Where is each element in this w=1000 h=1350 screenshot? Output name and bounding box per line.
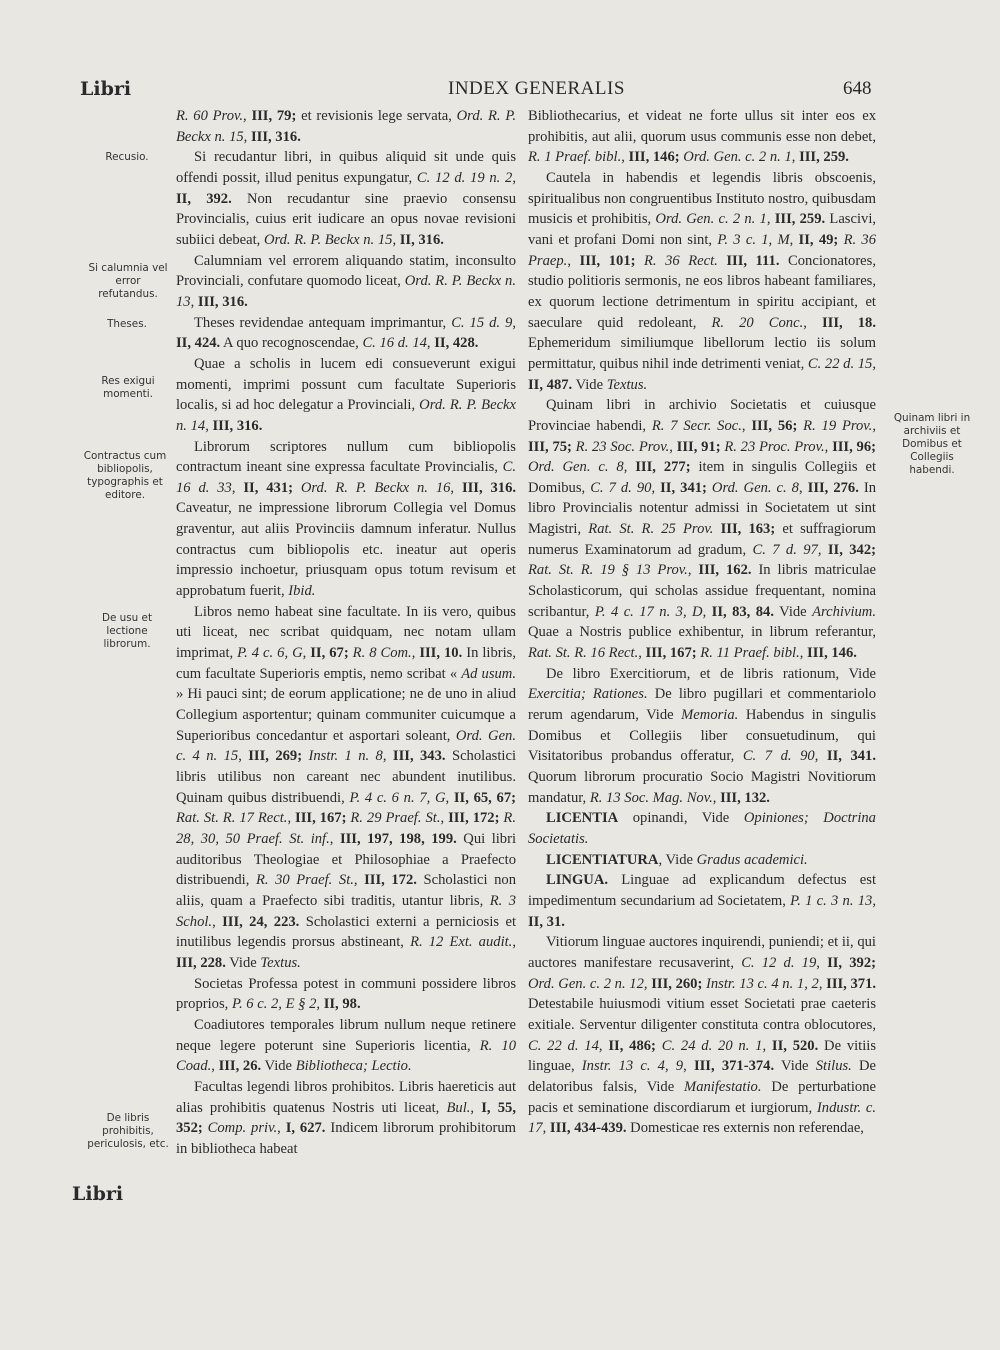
margin-note-recusio: Recusio. (105, 151, 149, 163)
margin-note-prohibitis: De libris prohibitis, periculosis, etc. (87, 1112, 169, 1150)
margin-note-quinam: Quinam libri in archiviis et Domibus et Collegiis habendi. (893, 412, 971, 476)
margin-note-de-usu: De usu et lectione librorum. (101, 612, 153, 650)
text-column-right: Bibliothecarius, et videat ne forte ullus sit inter eos ex prohibitis, aut alii, quorum usus communis esse non debet, R. 1 Praef. bibl., III, 146; Ord. Gen. c. 2 n. 1, III, 259. Cautela in habendis et legendis libris obscoenis, spiritualibus non congruentibus Instituto nostro, quibusdam musicis et prohibitis, Ord. Gen. c. 2 n. 1, III, 259. Lascivi, vani et profani Domi non sint, P. 3 c. 1, M, II, 49; R. 36 Praep., III, 101; R. 36 Rect. III, 111. Concionatores, studio politioris sermonis, ne eos libros habeant familiares, ex quorum lectione detrimentum in spiritu accipiant, et saeculare quid redoleant, R. 20 Conc., III, 18. Ephemeridum similiumque libellorum lectio iis solum permittatur, quibus nihil inde detrimenti veniat, C. 22 d. 15, II, 487. Vide Textus. Quinam libri in archivio Societatis et cuiusque Provinciae habendi, R. 7 Secr. Soc., III, 56; R. 19 Prov., III, 75; R. 23 Soc. Prov., III, 91; R. 23 Proc. Prov., III, 96; Ord. Gen. c. 8, III, 277; item in singulis Collegiis et Domibus, C. 7 d. 90, II, 341; Ord. Gen. c. 8, III, 276. In libro Provincialis notentur admissi in Societatem ut sint Magistri, Rat. St. R. 25 Prov. III, 163; et suffragiorum numerus Examinatorum ad gradum, C. 7 d. 97, II, 342; Rat. St. R. 19 § 13 Prov., III, 162. In libris matriculae Scholasticorum, qui scholas assidue frequentant, nomina scribantur, P. 4 c. 17 n. 3, D, II, 83, 84. Vide Archivium. Quae a Nostris publice exhibentur, in librum referantur, Rat. St. R. 16 Rect., III, 167; R. 11 Praef. bibl., III, 146. De libro Exercitiorum, et de libris rationum, Vide Exercitia; Rationes. De libro pugillari et commentariolo rerum agendarum, Vide Memoria. Habendus in singulis Domibus et Collegiis liber consuetudinum, qui Visitatoribus probandus offeratur, C. 7 d. 90, II, 341. Quorum librorum procuratio Socio Magistri Novitiorum mandatur, R. 13 Soc. Mag. Nov., III, 132. LICENTIA opinandi, Vide Opiniones; Doctrina Societatis. LICENTIATURA, Vide Gradus academici. LINGUA. Linguae ad explicandum defectus est impedimentum secundarium ad Societatem, P. 1 c. 3 n. 13, II, 31. Vitiorum linguae auctores inquirendi, puniendi; et ii, qui auctores manifestare recusaverint, C. 12 d. 19, II, 392; Ord. Gen. c. 2 n. 12, III, 260; Instr. 13 c. 4 n. 1, 2, III, 371. Detestabile huiusmodi vitium esset Societati prae caeteris exitiale. Serventur diligenter constituta contra oblocutores, C. 22 d. 14, II, 486; C. 24 d. 20 n. 1, II, 520. De vitiis linguae, Instr. 13 c. 4, 9, III, 371-374. Vide Stilus. De delatoribus falsis, Vide Manifestatio. De perturbatione pacis et seminatione discordiarum et iurgiorum, Industr. c. 17, III, 434-439. Domesticae res externis non referendae, (528, 108, 877, 1137)
margin-note-contractus: Contractus cum bibliopolis, typographis et editore. (83, 450, 167, 501)
catchword: Libri (72, 1183, 124, 1205)
running-head-title: INDEX GENERALIS (448, 78, 625, 99)
text-column-left: R. 60 Prov., III, 79; et revisionis lege servata, Ord. R. P. Beckx n. 15, III, 316. Si recudantur libri, in quibus aliquid sit unde quis offendi possit, illud penitus expungatur, C. 12 d. 19 n. 2, II, 392. Non recudantur sine praevio consensu Provincialis, cuius erit iudicare an opus novae revisioni subiici debeat, Ord. R. P. Beckx n. 15, II, 316. Calumniam vel errorem aliquando statim, inconsulto Provinciali, confutare quomodo liceat, Ord. R. P. Beckx n. 13, III, 316. Theses revidendae antequam imprimantur, C. 15 d. 9, II, 424. A quo recognoscendae, C. 16 d. 14, II, 428. Quae a scholis in lucem edi consueverunt exigui momenti, imprimi possunt cum facultate Superioris localis, si ad hoc delegatur a Provinciali, Ord. R. P. Beckx n. 14, III, 316. Librorum scriptores nullum cum bibliopolis contractum ineant sine expressa facultate Provincialis, C. 16 d. 33, II, 431; Ord. R. P. Beckx n. 16, III, 316. Caveatur, ne impressione librorum Collegia vel Domus graventur, aut aliis Provinciis damnum inferatur. Nullus contractus cum bibliopolis etc. ineatur aut operis impressio inchoetur, priusquam opus totum revisum et approbatum fuerit, Ibid. Libros nemo habeat sine facultate. In iis vero, quibus uti liceat, nec scribat quidquam, nec notam ullam imprimat, P. 4 c. 6, G, II, 67; R. 8 Com., III, 10. In libris, cum facultate Superioris emptis, nemo scribat « Ad usum. » Hi pauci sint; de eorum applicatione; ne de uno in aliud Collegium asportentur; quinam communiter cuicumque a Superioribus concedantur et asportari soleant, Ord. Gen. c. 4 n. 15, III, 269; Instr. 1 n. 8, III, 343. Scholastici libris utilibus non careant nec abundent inutilibus. Quinam quibus distribuendi, P. 4 c. 6 n. 7, G, II, 65, 67; Rat. St. R. 17 Rect., III, 167; R. 29 Praef. St., III, 172; R. 28, 30, 50 Praef. St. inf., III, 197, 198, 199. Qui libri auditoribus Theologiae et Philosophiae a Praefecto distribuendi, R. 30 Praef. St., III, 172. Scholastici non aliis, quam a Praefecto sibi traditis, utantur libris, R. 3 Schol., III, 24, 223. Scholastici externi a perniciosis et inutilibus legendis prorsus abstineant, R. 12 Ext. audit., III, 228. Vide Textus. Societas Professa potest in communi possidere libros proprios, P. 6 c. 2, E § 2, II, 98. Coadiutores temporales librum nullum neque retinere neque legere poterunt sine Superioris licentia, R. 10 Coad., III, 26. Vide Bibliotheca; Lectio. Facultas legendi libros prohibitos. Libris haereticis aut alias prohibitis quatenus Nostris uti liceat, Bul., I, 55, 352; Comp. priv., I, 627. Indicem librorum prohibitorum in bibliotheca habeat (176, 108, 517, 1157)
page-number: 648 (843, 78, 872, 99)
margin-note-res-exigui: Res exigui momenti. (101, 375, 155, 400)
margin-note-theses: Theses. (107, 318, 147, 330)
margin-note-calumnia: Si calumnia vel error refutandus. (88, 262, 168, 300)
running-head-left: Libri (80, 78, 132, 100)
